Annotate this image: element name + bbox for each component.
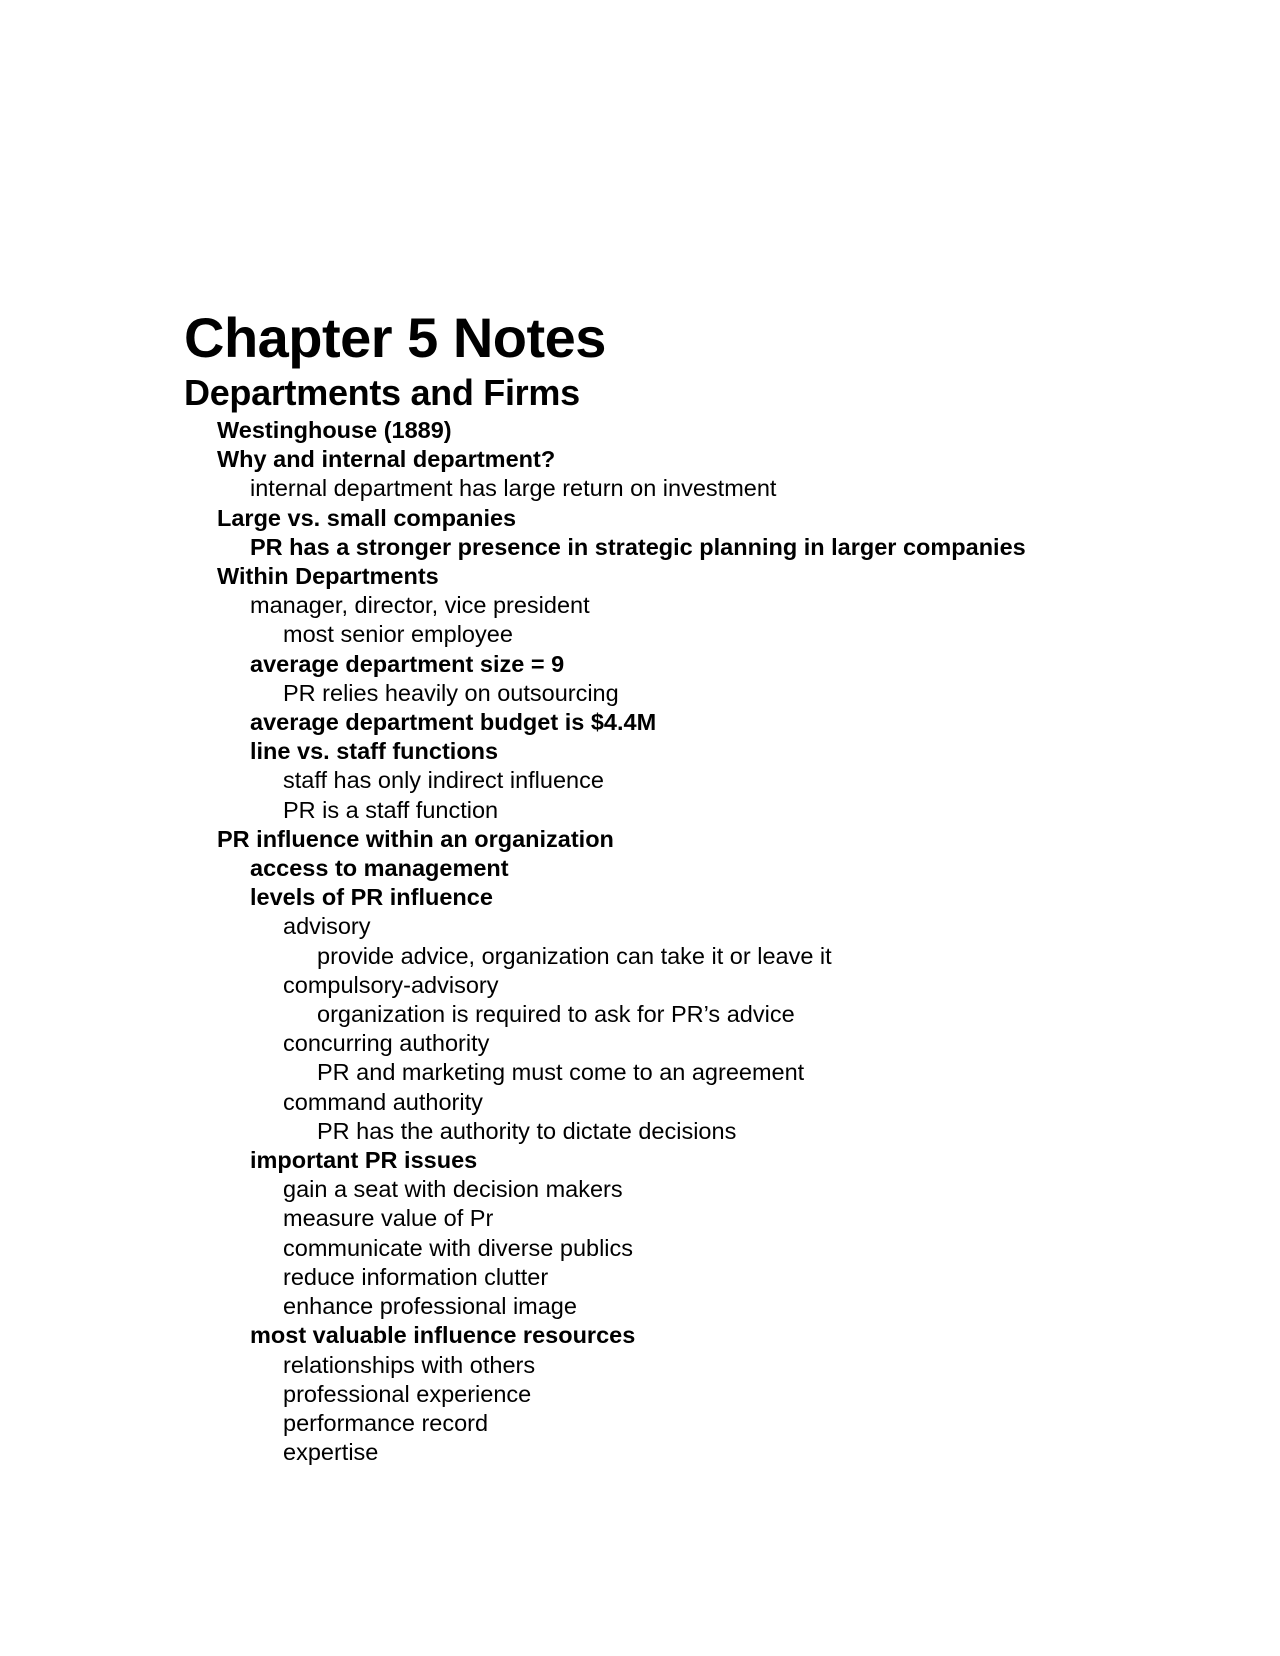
outline-item: compulsory-advisory <box>283 971 499 998</box>
outline-item: internal department has large return on investment <box>250 475 777 502</box>
outline-item: Within Departments <box>217 563 439 590</box>
outline-item: organization is required to ask for PR’s advice <box>317 1001 795 1028</box>
outline-item: manager, director, vice president <box>250 592 590 619</box>
outline-item: advisory <box>283 913 371 940</box>
outline-item: concurring authority <box>283 1030 490 1057</box>
outline-item: gain a seat with decision makers <box>283 1176 623 1203</box>
outline-item: average department size = 9 <box>250 650 565 677</box>
outline-item: Westinghouse (1889) <box>217 417 452 443</box>
outline-item: relationships with others <box>283 1351 536 1378</box>
outline-item: Large vs. small companies <box>217 504 517 531</box>
outline-item: expertise <box>283 1439 379 1466</box>
outline-item: communicate with diverse publics <box>283 1234 634 1261</box>
outline-item: PR has a stronger presence in strategic planning in larger companies <box>250 533 1026 560</box>
outline-item: levels of PR influence <box>250 884 493 911</box>
outline-item: most senior employee <box>283 621 513 648</box>
outline-item: PR has the authority to dictate decisions <box>317 1117 737 1144</box>
outline-item: provide advice, organization can take it or leave it <box>317 942 832 969</box>
outline-item: professional experience <box>283 1380 532 1407</box>
outline-item: enhance professional image <box>283 1293 577 1320</box>
outline-item: command authority <box>283 1088 483 1115</box>
outline-item: PR is a staff function <box>283 796 499 823</box>
outline-item: PR influence within an organization <box>217 825 614 852</box>
outline-item: staff has only indirect influence <box>283 767 604 794</box>
section-heading: Departments and Firms <box>184 372 580 413</box>
outline-item: most valuable influence resources <box>250 1322 636 1349</box>
outline-item: PR relies heavily on outsourcing <box>283 679 619 706</box>
outline-item: access to management <box>250 855 509 882</box>
outline-item: important PR issues <box>250 1147 478 1174</box>
document-page <box>184 306 1244 1467</box>
outline-item: Why and internal department? <box>217 446 556 473</box>
outline-item: average department budget is $4.4M <box>250 709 657 736</box>
outline-item: measure value of Pr <box>283 1205 494 1232</box>
outline-item: PR and marketing must come to an agreement <box>317 1059 805 1086</box>
notes-outline <box>184 416 1244 1467</box>
outline-item: line vs. staff functions <box>250 738 499 765</box>
outline-item: performance record <box>283 1409 489 1436</box>
outline-item: reduce information clutter <box>283 1263 549 1290</box>
page-title: Chapter 5 Notes <box>184 306 606 369</box>
